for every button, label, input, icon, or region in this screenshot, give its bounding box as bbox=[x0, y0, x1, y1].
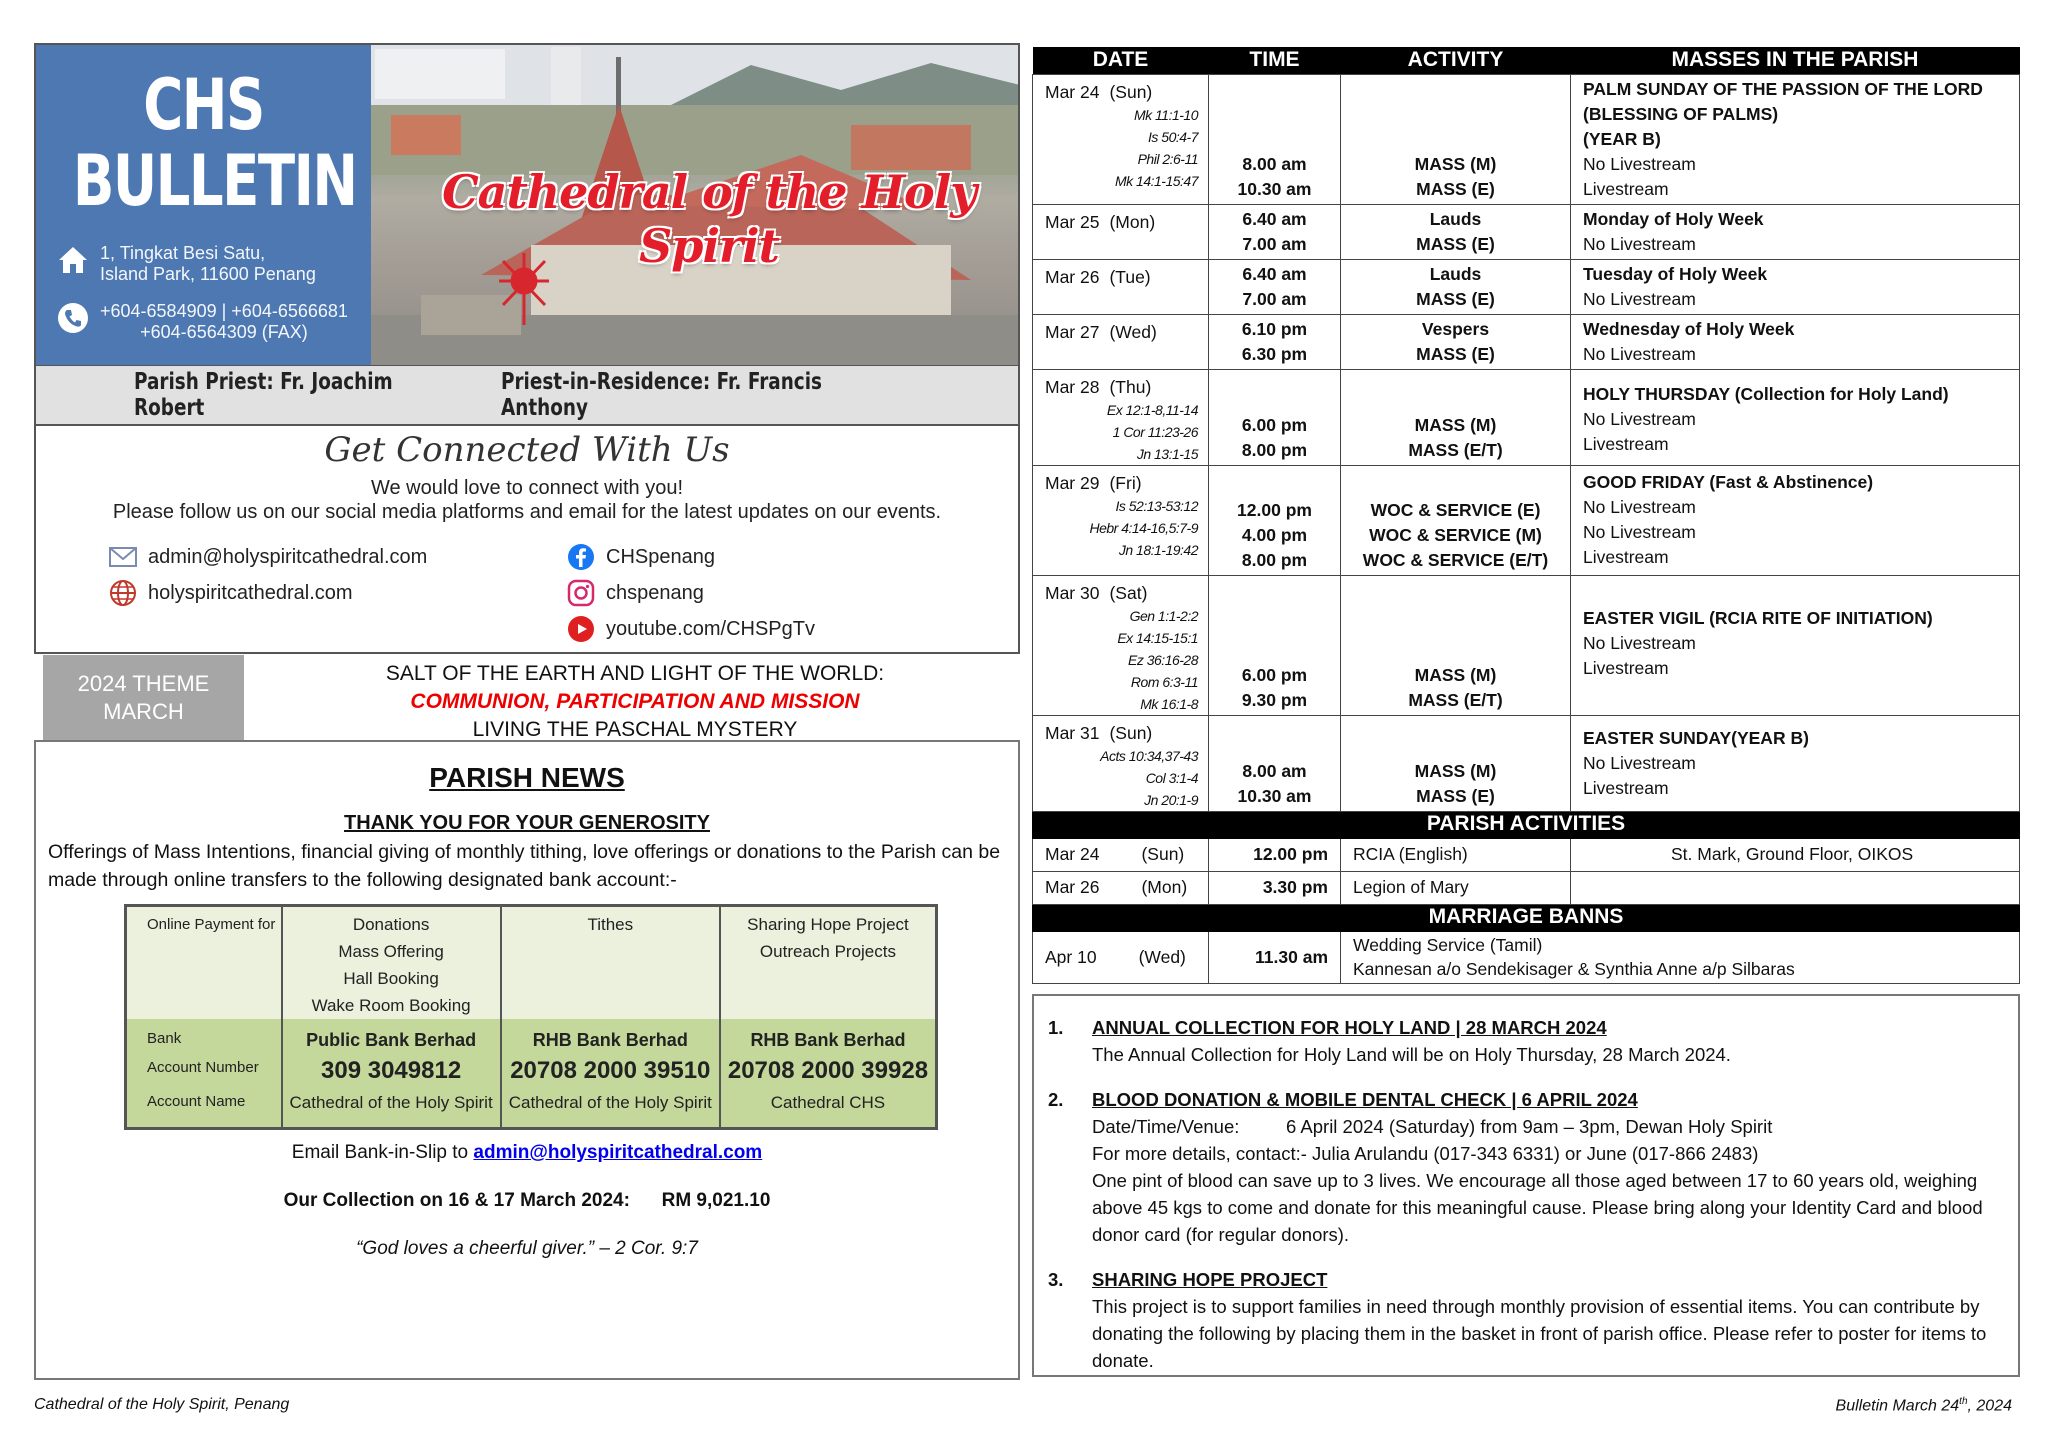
parish-priest: Parish Priest: Fr. Joachim Robert bbox=[134, 369, 393, 421]
date-cell bbox=[1033, 369, 1209, 465]
notice-title: SHARING HOPE PROJECT bbox=[1092, 1269, 1328, 1290]
activity: Lauds bbox=[1429, 208, 1482, 229]
banns-details bbox=[1341, 931, 2020, 983]
notice-text: One pint of blood can save up to 3 lives. We encourage all those aged between 17 to 60 years old, weighing above 45 kgs to come and donate for this meaningful cause. Please bring along your Identity Card and blood donor card (for regular donors). bbox=[1092, 1170, 1983, 1245]
activity: MASS (E/T) bbox=[1408, 689, 1503, 710]
facebook-handle[interactable]: CHSpenang bbox=[606, 545, 715, 568]
date-day bbox=[1045, 81, 1198, 104]
facebook-contact[interactable] bbox=[566, 542, 715, 572]
reading: Mk 16:1-8 bbox=[1140, 695, 1198, 712]
activity: MASS (E) bbox=[1416, 343, 1495, 364]
livestream-note: Livestream bbox=[1583, 547, 1669, 567]
parish-news bbox=[34, 740, 1020, 1380]
activity-cell bbox=[1341, 314, 1571, 369]
brand-line-2: BULLETIN bbox=[72, 140, 357, 222]
feast-title: Tuesday of Holy Week bbox=[1583, 263, 1768, 284]
cathedral-photo bbox=[371, 45, 1020, 365]
activity-name: RCIA (English) bbox=[1341, 838, 1571, 871]
livestream-note: Livestream bbox=[1583, 433, 1669, 454]
reading: Ex 12:1-8,11-14 bbox=[1106, 401, 1198, 418]
dtv-value: 6 April 2024 (Saturday) from 9am – 3pm, Dewan Holy Spirit bbox=[1286, 1116, 1773, 1137]
col-header-activity: ACTIVITY bbox=[1341, 47, 1571, 74]
time: 12.00 pm bbox=[1237, 499, 1312, 520]
holy-spirit-dove-icon bbox=[491, 245, 557, 331]
livestream-note: Livestream bbox=[1583, 777, 1669, 798]
activity: MASS (E) bbox=[1416, 233, 1495, 254]
time: 9.30 pm bbox=[1241, 689, 1308, 710]
time: 4.00 pm bbox=[1241, 524, 1308, 545]
footer-date-suffix: , 2024 bbox=[1967, 1397, 2012, 1415]
notice-number: 2. bbox=[1048, 1089, 1064, 1110]
weekday: (Sat) bbox=[1109, 582, 1148, 603]
readings bbox=[1045, 104, 1198, 192]
readings bbox=[1045, 745, 1198, 811]
account-name-label: Account Name bbox=[147, 1093, 246, 1110]
purpose: Sharing Hope Project bbox=[747, 915, 909, 934]
parish-activity-row bbox=[1033, 838, 2020, 871]
date-day bbox=[1045, 321, 1198, 344]
activity-date bbox=[1033, 838, 1209, 871]
notice-item bbox=[1048, 1014, 2008, 1068]
theme-statement bbox=[270, 660, 1000, 744]
youtube-link[interactable]: youtube.com/CHSPgTv bbox=[606, 617, 815, 640]
email-contact[interactable] bbox=[108, 542, 427, 572]
time-cell bbox=[1209, 465, 1341, 575]
time: 10.30 am bbox=[1237, 178, 1312, 199]
activity-cell bbox=[1341, 204, 1571, 259]
reading: Phil 2:6-11 bbox=[1137, 150, 1198, 167]
bank-col-1 bbox=[282, 1019, 501, 1129]
account-name: Cathedral CHS bbox=[770, 1093, 886, 1112]
feast-title: EASTER SUNDAY(YEAR B) bbox=[1583, 727, 1809, 748]
reading: 1 Cor 11:23-26 bbox=[1112, 423, 1198, 440]
activity-cell bbox=[1341, 715, 1571, 811]
activity-time: 3.30 pm bbox=[1209, 871, 1341, 904]
phone-line-1: +604-6584909 | +604-6566681 bbox=[100, 301, 348, 321]
date: Mar 26 bbox=[1045, 877, 1100, 897]
activity-date bbox=[1033, 871, 1209, 904]
date: Mar 28 bbox=[1045, 376, 1100, 397]
purpose-col-2 bbox=[501, 906, 720, 1020]
schedule-row bbox=[1033, 74, 2020, 204]
notice-item bbox=[1048, 1266, 2008, 1374]
reading: Rom 6:3-11 bbox=[1130, 673, 1198, 690]
purpose: Donations bbox=[352, 915, 430, 934]
mass-cell bbox=[1571, 74, 2020, 204]
footer-parish-name: Cathedral of the Holy Spirit, Penang bbox=[34, 1396, 290, 1413]
home-icon bbox=[56, 243, 90, 277]
reading: Is 50:4-7 bbox=[1148, 128, 1198, 145]
activity: MASS (E) bbox=[1416, 785, 1495, 806]
weekday: (Mon) bbox=[1141, 877, 1188, 897]
connect-section bbox=[34, 424, 1020, 654]
bank-col-2 bbox=[501, 1019, 720, 1129]
mass-schedule-table bbox=[1032, 47, 2020, 984]
mass-cell bbox=[1571, 314, 2020, 369]
announcements bbox=[1032, 994, 2020, 1377]
livestream-note: No Livestream bbox=[1583, 408, 1696, 429]
marriage-banns-header-title: MARRIAGE BANNS bbox=[1033, 904, 2020, 931]
feast-title: (BLESSING OF PALMS) bbox=[1583, 103, 1779, 124]
account-name: Cathedral of the Holy Spirit bbox=[508, 1093, 712, 1112]
time: 8.00 pm bbox=[1241, 549, 1308, 570]
banns-service: Wedding Service (Tamil) bbox=[1353, 935, 1543, 955]
notice-text: The Annual Collection for Holy Land will be on Holy Thursday, 28 March 2024. bbox=[1092, 1044, 1731, 1065]
date: Mar 24 bbox=[1045, 81, 1100, 102]
reading: Jn 20:1-9 bbox=[1144, 791, 1198, 808]
bank-in-slip-note bbox=[36, 1142, 1018, 1164]
activity-cell bbox=[1341, 465, 1571, 575]
priest-in-residence: Priest-in-Residence: Fr. Francis Anthony bbox=[500, 369, 822, 421]
email-link[interactable]: admin@holyspiritcathedral.com bbox=[148, 545, 428, 568]
livestream-note: Livestream bbox=[1583, 178, 1669, 199]
activity: WOC & SERVICE (M) bbox=[1369, 524, 1542, 545]
online-payment-label: Online Payment for bbox=[126, 906, 282, 1020]
phone-numbers bbox=[56, 301, 348, 343]
instagram-icon bbox=[566, 578, 596, 608]
date-cell bbox=[1033, 314, 1209, 369]
readings bbox=[1045, 495, 1198, 561]
email-slip-label: Email Bank-in-Slip to bbox=[291, 1142, 469, 1163]
weekday: (Tue) bbox=[1109, 266, 1151, 287]
address bbox=[56, 243, 316, 285]
mass-cell bbox=[1571, 204, 2020, 259]
bank-purpose-row bbox=[126, 906, 937, 1020]
date: Mar 31 bbox=[1045, 722, 1100, 743]
date-cell bbox=[1033, 715, 1209, 811]
feast-title: GOOD FRIDAY (Fast & Abstinence) bbox=[1583, 472, 1874, 492]
col-header-masses: MASSES IN THE PARISH bbox=[1571, 47, 2020, 74]
time: 6.40 am bbox=[1242, 208, 1307, 229]
schedule-row bbox=[1033, 715, 2020, 811]
weekday: (Mon) bbox=[1109, 211, 1156, 232]
bank-name: Public Bank Berhad bbox=[306, 1030, 477, 1050]
dtv-label: Date/Time/Venue: bbox=[1092, 1116, 1240, 1137]
reading: Jn 13:1-15 bbox=[1136, 445, 1198, 462]
marriage-banns-header bbox=[1033, 904, 2020, 931]
mass-cell bbox=[1571, 575, 2020, 715]
theme-label bbox=[43, 655, 244, 740]
account-number: 309 3049812 bbox=[321, 1057, 462, 1084]
reading: Mk 14:1-15:47 bbox=[1115, 172, 1198, 189]
purpose-col-1 bbox=[282, 906, 501, 1020]
bulletin-title bbox=[72, 64, 357, 222]
mail-icon bbox=[108, 542, 138, 572]
date: Mar 27 bbox=[1045, 321, 1100, 342]
schedule-row bbox=[1033, 314, 2020, 369]
bank-col-3 bbox=[720, 1019, 937, 1129]
notice-number: 1. bbox=[1048, 1017, 1064, 1038]
time: 6.40 am bbox=[1242, 263, 1307, 284]
reading: Ez 36:16-28 bbox=[1128, 651, 1198, 668]
weekday: (Wed) bbox=[1138, 946, 1186, 967]
thank-you-text: Offerings of Mass Intentions, financial giving of monthly tithing, love offerings or donations to the Parish can be made through online transfers to the following designated bank account:- bbox=[48, 841, 1001, 891]
footer-date-prefix: Bulletin March 24 bbox=[1835, 1397, 1960, 1415]
banns-date bbox=[1033, 931, 1209, 983]
brand-panel bbox=[36, 45, 371, 365]
connect-line-1: We would love to connect with you! bbox=[370, 477, 684, 499]
time: 7.00 am bbox=[1242, 233, 1307, 254]
time-cell bbox=[1209, 204, 1341, 259]
time: 6.30 pm bbox=[1241, 343, 1308, 364]
address-line-1: 1, Tingkat Besi Satu, bbox=[100, 243, 266, 263]
date-day bbox=[1045, 472, 1198, 495]
activity-time: 12.00 pm bbox=[1209, 838, 1341, 871]
parish-activity-row bbox=[1033, 871, 2020, 904]
brand-line-1: CHS bbox=[143, 64, 264, 146]
mass-cell bbox=[1571, 465, 2020, 575]
connect-title: Get Connected With Us bbox=[324, 430, 730, 470]
livestream-note: No Livestream bbox=[1583, 497, 1696, 517]
schedule-header-row bbox=[1033, 47, 2020, 74]
banns-time: 11.30 am bbox=[1209, 931, 1341, 983]
time: 6.10 pm bbox=[1241, 318, 1308, 339]
purpose: Hall Booking bbox=[343, 969, 439, 988]
time-cell bbox=[1209, 314, 1341, 369]
notice-title: ANNUAL COLLECTION FOR HOLY LAND | 28 MARCH 2024 bbox=[1092, 1017, 1607, 1038]
notice-dtv bbox=[1092, 1113, 2008, 1140]
date: Mar 29 bbox=[1045, 472, 1100, 493]
activity: MASS (M) bbox=[1414, 664, 1497, 685]
connect-intro bbox=[36, 476, 1018, 524]
time-cell bbox=[1209, 259, 1341, 314]
youtube-contact[interactable] bbox=[566, 614, 815, 644]
time: 8.00 am bbox=[1242, 153, 1307, 174]
account-number: 20708 2000 39510 bbox=[510, 1057, 711, 1084]
time: 8.00 pm bbox=[1241, 439, 1308, 460]
bulletin-header bbox=[34, 43, 1020, 367]
account-name: Cathedral of the Holy Spirit bbox=[289, 1093, 493, 1112]
activity: Vespers bbox=[1421, 318, 1490, 339]
reading: Jn 18:1-19:42 bbox=[1118, 541, 1198, 558]
schedule-row bbox=[1033, 465, 2020, 575]
feast-title: PALM SUNDAY OF THE PASSION OF THE LORD bbox=[1583, 78, 1983, 99]
collection-summary bbox=[36, 1190, 1018, 1212]
purpose: Tithes bbox=[587, 915, 634, 934]
email-slip-link[interactable]: admin@holyspiritcathedral.com bbox=[473, 1142, 763, 1163]
parish-activities-header bbox=[1033, 811, 2020, 838]
bank-name: RHB Bank Berhad bbox=[532, 1030, 688, 1050]
date-cell bbox=[1033, 259, 1209, 314]
mass-cell bbox=[1571, 369, 2020, 465]
date-day bbox=[1045, 722, 1198, 745]
collection-label: Our Collection on 16 & 17 March 2024: bbox=[283, 1190, 630, 1211]
theme-year: 2024 THEME bbox=[77, 671, 210, 696]
thank-you-title: THANK YOU FOR YOUR GENEROSITY bbox=[344, 812, 710, 834]
reading: Acts 10:34,37-43 bbox=[1100, 747, 1198, 764]
account-number: 20708 2000 39928 bbox=[727, 1057, 929, 1084]
website-link[interactable]: holyspiritcathedral.com bbox=[148, 581, 353, 604]
activity-venue: St. Mark, Ground Floor, OIKOS bbox=[1571, 838, 2020, 871]
activity: MASS (M) bbox=[1414, 153, 1497, 174]
date-cell bbox=[1033, 465, 1209, 575]
date: Mar 25 bbox=[1045, 211, 1100, 232]
activity-cell bbox=[1341, 575, 1571, 715]
livestream-note: No Livestream bbox=[1583, 522, 1696, 542]
purpose: Mass Offering bbox=[338, 942, 444, 961]
weekday: (Fri) bbox=[1109, 472, 1142, 493]
schedule-row bbox=[1033, 575, 2020, 715]
notice-text: This project is to support families in need through monthly provision of essential items. You can contribute by donating the following by placing them in the basket in front of parish office. Please refer to poster for items to donate. bbox=[1092, 1296, 1987, 1371]
activity: WOC & SERVICE (E/T) bbox=[1362, 549, 1549, 570]
time-cell bbox=[1209, 715, 1341, 811]
date: Mar 26 bbox=[1045, 266, 1100, 287]
phone-icon bbox=[56, 301, 90, 335]
feast-title: Monday of Holy Week bbox=[1583, 208, 1764, 229]
livestream-note: No Livestream bbox=[1583, 752, 1696, 773]
globe-icon bbox=[108, 578, 138, 608]
date: Mar 30 bbox=[1045, 582, 1100, 603]
bank-name: RHB Bank Berhad bbox=[750, 1030, 906, 1050]
theme-line-2: COMMUNION, PARTICIPATION AND MISSION bbox=[410, 690, 860, 713]
activity: Lauds bbox=[1429, 263, 1482, 284]
reading: Hebr 4:14-16,5:7-9 bbox=[1089, 519, 1198, 536]
activity-cell bbox=[1341, 74, 1571, 204]
livestream-note: No Livestream bbox=[1583, 233, 1696, 254]
activity: MASS (E/T) bbox=[1408, 439, 1503, 460]
date: Mar 24 bbox=[1045, 844, 1100, 864]
address-line-2: Island Park, 11600 Penang bbox=[100, 264, 316, 284]
activity-name: Legion of Mary bbox=[1341, 871, 1571, 904]
activity: MASS (M) bbox=[1414, 760, 1497, 781]
activity-cell bbox=[1341, 259, 1571, 314]
theme-month: MARCH bbox=[103, 699, 184, 724]
cathedral-name: Cathedral of the Holy Spirit bbox=[442, 165, 976, 273]
marriage-banns-row bbox=[1033, 931, 2020, 983]
date-day bbox=[1045, 376, 1198, 399]
reading: Is 52:13-53:12 bbox=[1115, 497, 1198, 514]
activity: MASS (M) bbox=[1414, 414, 1497, 435]
notice-item bbox=[1048, 1086, 2008, 1248]
livestream-note: Livestream bbox=[1583, 657, 1669, 678]
livestream-note: No Livestream bbox=[1583, 153, 1696, 174]
livestream-note: No Livestream bbox=[1583, 288, 1696, 309]
col-header-time: TIME bbox=[1209, 47, 1341, 74]
date-cell bbox=[1033, 204, 1209, 259]
time: 7.00 am bbox=[1242, 288, 1307, 309]
clergy-bar bbox=[34, 366, 1020, 426]
activity: MASS (E) bbox=[1416, 288, 1495, 309]
weekday: (Sun) bbox=[1141, 844, 1185, 864]
purpose: Outreach Projects bbox=[759, 942, 896, 961]
schedule-row bbox=[1033, 369, 2020, 465]
schedule-row bbox=[1033, 204, 2020, 259]
reading: Gen 1:1-2:2 bbox=[1129, 607, 1198, 624]
notice-number: 3. bbox=[1048, 1269, 1064, 1290]
scripture-quote: “God loves a cheerful giver.” – 2 Cor. 9:7 bbox=[356, 1238, 698, 1259]
time: 6.00 pm bbox=[1241, 664, 1308, 685]
readings bbox=[1045, 605, 1198, 715]
bank-label: Bank bbox=[147, 1030, 182, 1047]
time-cell bbox=[1209, 575, 1341, 715]
time: 6.00 pm bbox=[1241, 414, 1308, 435]
time-cell bbox=[1209, 74, 1341, 204]
reading: Mk 11:1-10 bbox=[1134, 106, 1198, 123]
weekday: (Sun) bbox=[1109, 81, 1153, 102]
schedule-body bbox=[1033, 74, 2020, 983]
date: Apr 10 bbox=[1045, 946, 1097, 967]
notice-contact: For more details, contact:- Julia Arulandu (017-343 6331) or June (017-866 2483) bbox=[1092, 1143, 1759, 1164]
website-contact[interactable] bbox=[108, 578, 353, 608]
feast-title: Wednesday of Holy Week bbox=[1583, 318, 1795, 339]
livestream-note: No Livestream bbox=[1583, 343, 1696, 364]
footer-bulletin-date bbox=[1836, 1396, 2012, 1415]
weekday: (Wed) bbox=[1109, 321, 1157, 342]
date-day bbox=[1045, 211, 1198, 234]
feast-title: EASTER VIGIL (RCIA RITE OF INITIATION) bbox=[1583, 607, 1933, 628]
date-cell bbox=[1033, 575, 1209, 715]
schedule-row bbox=[1033, 259, 2020, 314]
bank-details-row bbox=[126, 1019, 937, 1129]
livestream-note: No Livestream bbox=[1583, 632, 1696, 653]
instagram-contact[interactable] bbox=[566, 578, 704, 608]
collection-amount: RM 9,021.10 bbox=[661, 1190, 771, 1211]
theme-line-3: LIVING THE PASCHAL MYSTERY bbox=[472, 718, 798, 741]
bank-account-table bbox=[124, 904, 938, 1130]
theme-line-1: SALT OF THE EARTH AND LIGHT OF THE WORLD: bbox=[385, 662, 885, 685]
instagram-handle[interactable]: chspenang bbox=[606, 581, 704, 604]
purpose-col-3 bbox=[720, 906, 937, 1020]
parish-news-title: PARISH NEWS bbox=[429, 762, 625, 793]
weekday: (Thu) bbox=[1109, 376, 1152, 397]
reading: Ex 14:15-15:1 bbox=[1117, 629, 1198, 646]
mass-cell bbox=[1571, 259, 2020, 314]
notice-title: BLOOD DONATION & MOBILE DENTAL CHECK | 6 APRIL 2024 bbox=[1092, 1089, 1638, 1110]
time: 10.30 am bbox=[1237, 785, 1312, 806]
account-number-label: Account Number bbox=[147, 1059, 259, 1076]
activity: WOC & SERVICE (E) bbox=[1370, 499, 1541, 520]
reading: Col 3:1-4 bbox=[1145, 769, 1198, 786]
date-cell bbox=[1033, 74, 1209, 204]
col-header-date: DATE bbox=[1033, 47, 1209, 74]
time: 8.00 am bbox=[1242, 760, 1307, 781]
feast-title: HOLY THURSDAY (Collection for Holy Land) bbox=[1583, 383, 1949, 404]
feast-title: (YEAR B) bbox=[1583, 128, 1661, 149]
phone-line-2: +604-6564309 (FAX) bbox=[140, 322, 308, 342]
banns-couple: Kannesan a/o Sendekisager & Synthia Anne a/p Silbaras bbox=[1353, 959, 1795, 979]
facebook-icon bbox=[566, 542, 596, 572]
parish-activities-header-title: PARISH ACTIVITIES bbox=[1033, 811, 2020, 838]
mass-cell bbox=[1571, 715, 2020, 811]
date-day bbox=[1045, 266, 1198, 289]
date-day bbox=[1045, 582, 1198, 605]
youtube-icon bbox=[566, 614, 596, 644]
activity: MASS (E) bbox=[1416, 178, 1495, 199]
activity-venue bbox=[1571, 871, 2020, 904]
footer-date-sup: th bbox=[1959, 1396, 1968, 1407]
activity-cell bbox=[1341, 369, 1571, 465]
time-cell bbox=[1209, 369, 1341, 465]
weekday: (Sun) bbox=[1109, 722, 1153, 743]
connect-line-2: Please follow us on our social media platforms and email for the latest updates on our events. bbox=[112, 501, 942, 523]
bank-row-labels bbox=[126, 1019, 282, 1129]
purpose: Wake Room Booking bbox=[311, 996, 471, 1015]
readings bbox=[1045, 399, 1198, 465]
